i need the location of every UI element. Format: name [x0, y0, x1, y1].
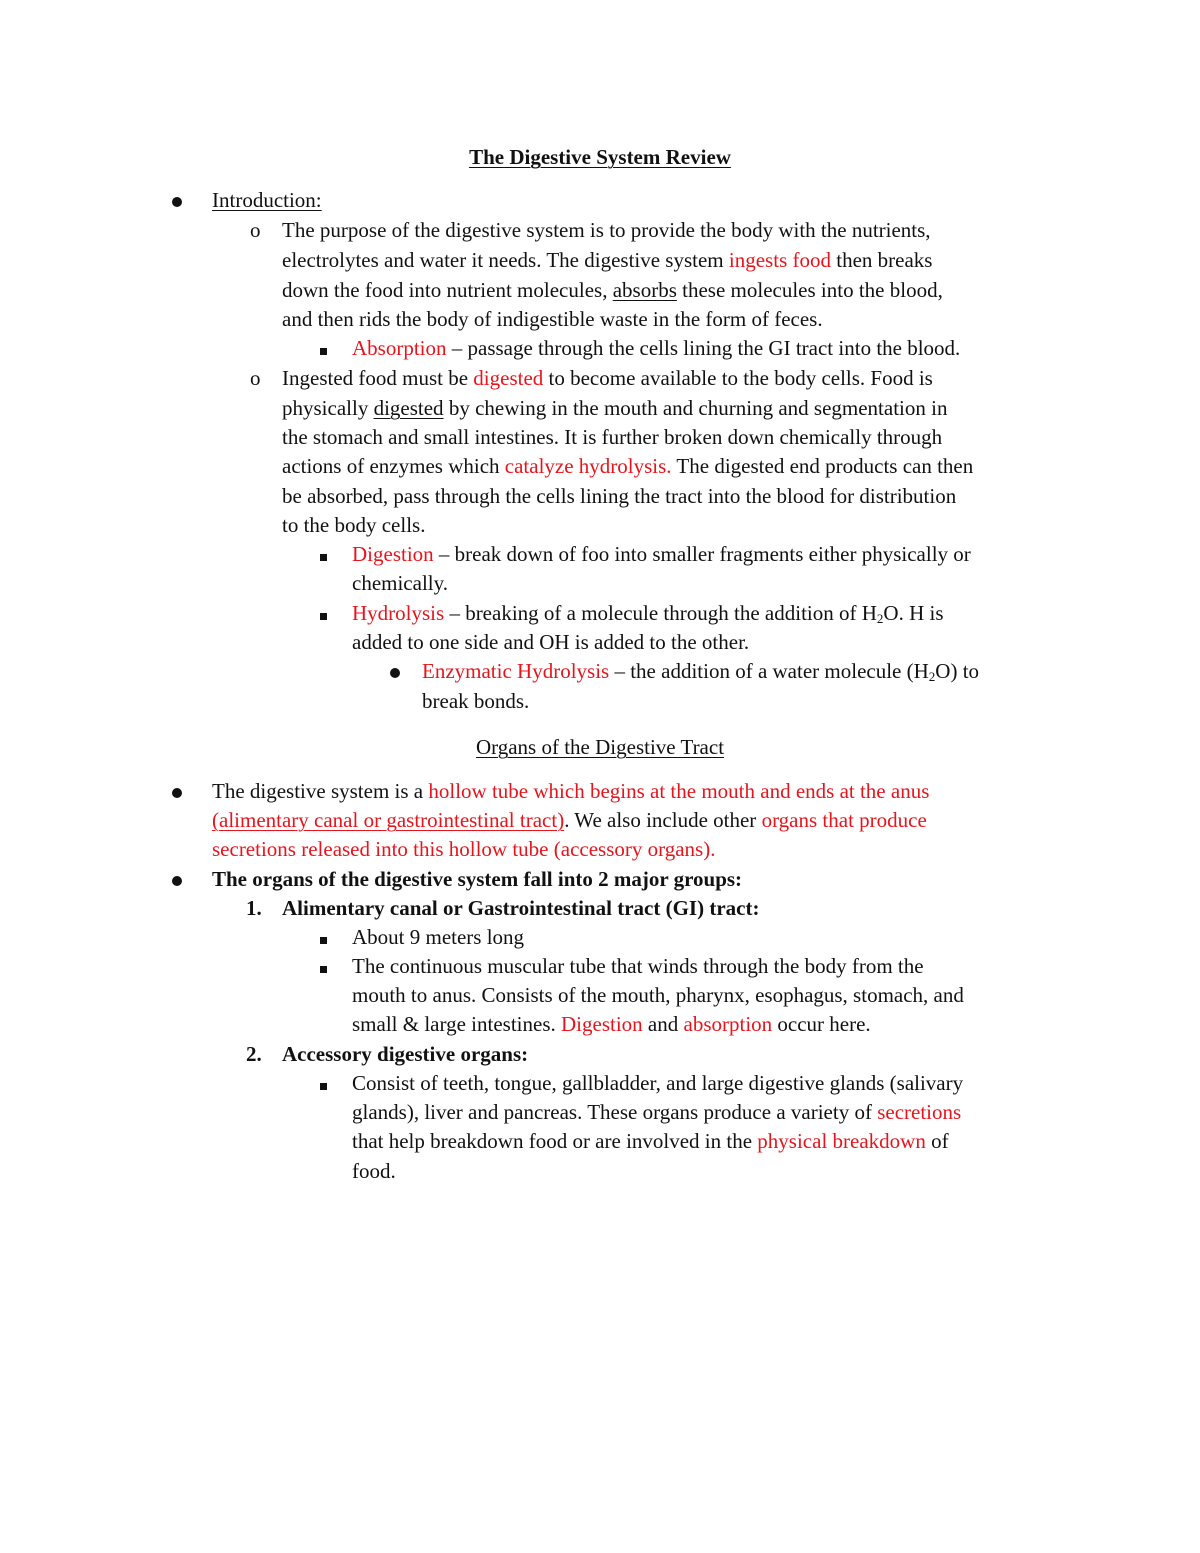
square-bullet-icon: [320, 952, 327, 981]
bullet-dot-icon: [172, 777, 182, 806]
para2-line2: physically digested by chewing in the mouth and churning and segmentation in: [282, 396, 948, 420]
digestion-definition-line2: chemically.: [352, 571, 449, 595]
para1-line1: The purpose of the digestive system is to provide the body with the nutrients,: [282, 218, 931, 242]
group2-item1-line3: that help breakdown food or are involved in the physical breakdown of: [352, 1129, 949, 1153]
group2-item1-line1: Consist of teeth, tongue, gallbladder, and large digestive glands (salivary: [352, 1071, 964, 1095]
sub-bullet-circle: o: [250, 366, 261, 390]
sub-bullet-circle: o: [250, 218, 261, 242]
group1-label: Alimentary canal or Gastrointestinal tract (GI) tract:: [282, 896, 760, 920]
para1-line3: down the food into nutrient molecules, absorbs these molecules into the blood,: [282, 278, 943, 302]
group2-item1-line4: food.: [352, 1159, 396, 1183]
para2-line1: Ingested food must be digested to become available to the body cells. Food is: [282, 366, 933, 390]
group1-item2-line3: small & large intestines. Digestion and absorption occur here.: [352, 1012, 871, 1036]
para2-line3: the stomach and small intestines. It is further broken down chemically through: [282, 425, 943, 449]
section-subtitle: Organs of the Digestive Tract: [475, 735, 725, 759]
para1-line2: electrolytes and water it needs. The digestive system ingests food then breaks: [282, 248, 933, 272]
group2-item1-line2: glands), liver and pancreas. These organs produce a variety of secretions: [352, 1100, 962, 1124]
para2-line5: be absorbed, pass through the cells lining the tract into the blood for distribution: [282, 484, 957, 508]
group1-number: 1.: [246, 896, 262, 920]
square-bullet-icon: [320, 923, 327, 952]
square-bullet-icon: [320, 1069, 327, 1098]
organs-line1: The digestive system is a hollow tube which begins at the mouth and ends at the anus: [212, 779, 930, 803]
hydrolysis-definition-line1: Hydrolysis – breaking of a molecule through the addition of $H_2O$. H is: [352, 601, 944, 626]
square-bullet-icon: [320, 334, 327, 363]
para2-line6: to the body cells.: [282, 513, 426, 537]
group1-item2-line2: mouth to anus. Consists of the mouth, pharynx, esophagus, stomach, and: [352, 983, 964, 1007]
square-bullet-icon: [320, 599, 327, 628]
digestion-definition-line1: Digestion – break down of foo into smaller fragments either physically or: [352, 542, 971, 566]
group1-item1: About 9 meters long: [352, 925, 525, 949]
group1-item2-line1: The continuous muscular tube that winds through the body from the: [352, 954, 924, 978]
hydrolysis-definition-line2: added to one side and OH is added to the other.: [352, 630, 750, 654]
organs-line3: secretions released into this hollow tube (accessory organs).: [212, 837, 716, 861]
group2-label: Accessory digestive organs:: [282, 1042, 529, 1066]
para2-line4: actions of enzymes which catalyze hydrolysis. The digested end products can then: [282, 454, 974, 478]
organs-groups-heading: The organs of the digestive system fall into 2 major groups:: [212, 867, 743, 891]
absorption-definition: Absorption – passage through the cells lining the GI tract into the blood.: [352, 336, 961, 360]
bullet-dot-icon: [172, 186, 182, 215]
intro-heading: Introduction:: [212, 188, 322, 212]
enzymatic-hydrolysis-line2: break bonds.: [422, 689, 530, 713]
page-title: The Digestive System Review: [469, 145, 731, 169]
group2-number: 2.: [246, 1042, 262, 1066]
bullet-dot-icon: [390, 657, 400, 686]
enzymatic-hydrolysis-line1: Enzymatic Hydrolysis – the addition of a water molecule $(H_2O)$ to: [422, 659, 980, 684]
para1-line4: and then rids the body of indigestible waste in the form of feces.: [282, 307, 823, 331]
square-bullet-icon: [320, 540, 327, 569]
organs-line2: (alimentary canal or gastrointestinal tract). We also include other organs that produce: [212, 808, 927, 832]
bullet-dot-icon: [172, 865, 182, 894]
